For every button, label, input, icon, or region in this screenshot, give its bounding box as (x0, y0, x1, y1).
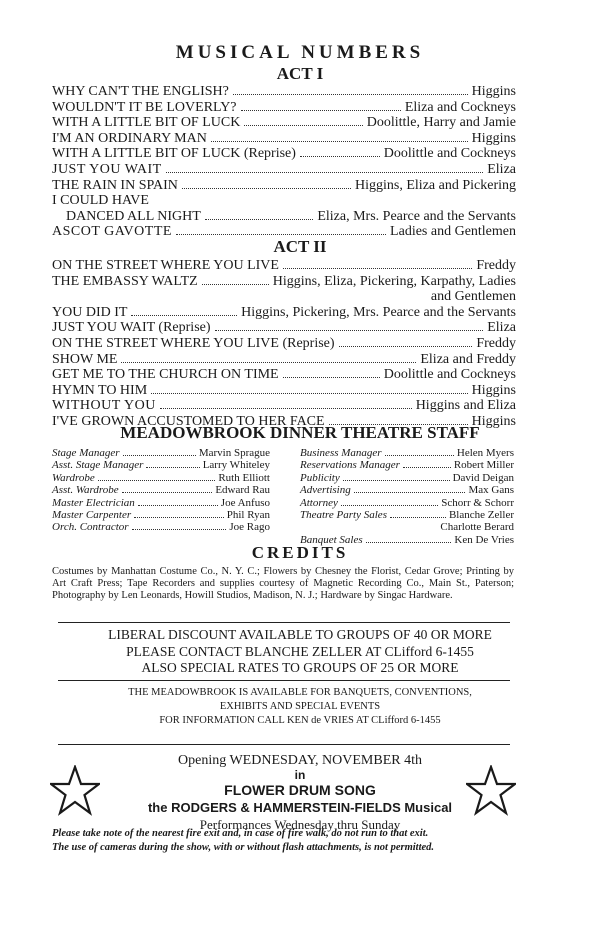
staff-role: Advertising (300, 484, 351, 497)
song-title: WITH A LITTLE BIT OF LUCK (Reprise) (52, 146, 296, 162)
opening-date: Opening WEDNESDAY, NOVEMBER 4th (178, 753, 422, 768)
staff-row (300, 472, 514, 484)
song-title: WITHOUT YOU (52, 398, 156, 414)
song-performer: Eliza and Freddy (420, 351, 516, 367)
discount-line: ALSO SPECIAL RATES TO GROUPS OF 25 OR MORE (141, 660, 459, 675)
song-title: DANCED ALL NIGHT (66, 208, 201, 224)
staff-name: Joe Rago (229, 521, 270, 534)
song-title: SHOW ME (52, 351, 118, 367)
song-performer: Doolittle and Cockneys (383, 146, 516, 162)
opening-in: in (294, 768, 306, 782)
song-performer: Higgins, Eliza, Pickering, Karpathy, Ladies (272, 273, 516, 289)
staff-role: Business Manager (300, 447, 382, 459)
song-title: I'VE GROWN ACCUSTOMED TO HER FACE (52, 413, 325, 429)
staff-name: Blanche Zeller (448, 509, 514, 522)
act2-number-list (52, 258, 516, 430)
song-performer: Higgins, Eliza and Pickering (355, 177, 516, 193)
staff-name: Robert Miller (453, 459, 514, 472)
divider (58, 680, 510, 681)
song-performer: Higgins (471, 84, 516, 99)
list-item (52, 100, 516, 116)
banquets-line: FOR INFORMATION CALL KEN de VRIES AT CLifford 6-1455 (159, 715, 441, 726)
staff-row (300, 484, 514, 496)
staff-role: Reservations Manager (300, 459, 400, 472)
staff-role: Master Carpenter (52, 509, 132, 522)
song-performer: Eliza (487, 161, 516, 177)
camera-notice: The use of cameras during the show, with or without flash attachments, is not permitted. (52, 841, 435, 853)
list-item (52, 146, 516, 162)
staff-role: Stage Manager (52, 447, 120, 459)
song-performer: Eliza (487, 320, 516, 336)
next-show-announcement (0, 752, 600, 833)
staff-name: Charlotte Berard (440, 521, 514, 534)
staff-name: Joe Anfuso (220, 496, 270, 509)
staff-list-right (300, 447, 514, 546)
staff-list-left (52, 447, 270, 534)
list-item (52, 320, 516, 336)
list-item (52, 383, 516, 399)
staff-role: Wardrobe (52, 471, 95, 484)
song-title: I COULD HAVE (52, 193, 149, 209)
staff-row (52, 472, 270, 484)
song-title: THE RAIN IN SPAIN (52, 177, 178, 193)
staff-row (52, 509, 270, 521)
discount-line: LIBERAL DISCOUNT AVAILABLE TO GROUPS OF 40 OR MORE (108, 627, 492, 642)
song-title: ASCOT GAVOTTE (52, 224, 172, 240)
staff-name: Helen Myers (456, 447, 514, 459)
list-item (52, 162, 516, 178)
list-item (52, 258, 516, 274)
song-title: WITH A LITTLE BIT OF LUCK (52, 115, 241, 131)
staff-row (300, 509, 514, 521)
song-title: WOULDN'T IT BE LOVERLY? (52, 99, 237, 115)
song-performer: Doolittle, Harry and Jamie (366, 115, 516, 131)
staff-name: David Deigan (452, 471, 514, 484)
list-item (52, 305, 516, 321)
staff-row (300, 497, 514, 509)
song-title: JUST YOU WAIT (52, 161, 162, 177)
next-show-subtitle: the RODGERS & HAMMERSTEIN-FIELDS Musical (147, 800, 453, 815)
list-item (52, 115, 516, 131)
staff-role: Publicity (300, 471, 340, 484)
song-title: I'M AN ORDINARY MAN (52, 130, 207, 146)
staff-name: Schorr & Schorr (441, 496, 514, 509)
discount-notice (0, 627, 600, 677)
banquets-notice (0, 686, 600, 728)
staff-name: Ken De Vries (454, 533, 514, 546)
staff-row (300, 447, 514, 459)
staff-row (300, 521, 514, 533)
staff-role: Asst. Wardrobe (52, 484, 119, 497)
staff-role: Master Electrician (52, 496, 135, 509)
staff-heading: MEADOWBROOK DINNER THEATRE STAFF (120, 423, 480, 442)
staff-row (52, 497, 270, 509)
list-item (52, 336, 516, 352)
song-title: THE EMBASSY WALTZ (52, 273, 198, 289)
song-performer: Eliza and Cockneys (404, 99, 516, 115)
song-title: WHY CAN'T THE ENGLISH? (52, 84, 229, 99)
staff-name: Phil Ryan (226, 509, 270, 522)
discount-line: PLEASE CONTACT BLANCHE ZELLER AT CLifford 6-1455 (126, 643, 474, 659)
song-performer: Higgins (471, 413, 516, 429)
staff-row (52, 459, 270, 471)
divider (58, 744, 510, 745)
list-item (52, 367, 516, 383)
song-performer: Ladies and Gentlemen (390, 224, 516, 240)
staff-role: Asst. Stage Manager (52, 459, 144, 472)
act1-number-list (52, 84, 516, 240)
fire-exit-notice: Please take note of the nearest fire exit and, in case of fire walk, do not run to that exit. (52, 828, 429, 839)
song-performer: Eliza, Mrs. Pearce and the Servants (317, 208, 516, 224)
staff-name: Max Gans (468, 484, 514, 497)
staff-name: Edward Rau (215, 484, 270, 497)
banquets-line: EXHIBITS AND SPECIAL EVENTS (219, 701, 381, 712)
staff-role: Banquet Sales (300, 533, 363, 546)
list-item (52, 274, 516, 290)
song-performer: Doolittle and Cockneys (383, 367, 516, 383)
song-performer-continuation: and Gentlemen (430, 289, 516, 305)
safety-notice (52, 827, 516, 854)
song-title: GET ME TO THE CHURCH ON TIME (52, 367, 279, 383)
song-performer: Higgins (471, 382, 516, 398)
song-performer: Freddy (476, 258, 516, 273)
next-show-title: FLOWER DRUM SONG (224, 782, 376, 798)
song-performer: Higgins (471, 130, 516, 146)
staff-row (52, 484, 270, 496)
act2-heading: ACT II (273, 237, 327, 256)
song-title: HYMN TO HIM (52, 382, 148, 398)
staff-name: Larry Whiteley (202, 459, 270, 472)
song-performer: Higgins, Pickering, Mrs. Pearce and the Servants (241, 304, 516, 320)
staff-row (300, 459, 514, 471)
list-item (52, 178, 516, 194)
song-performer: Freddy (476, 335, 516, 351)
list-item (52, 398, 516, 414)
song-title: YOU DID IT (52, 304, 128, 320)
list-item (52, 352, 516, 368)
act1-heading: ACT I (276, 64, 324, 83)
credits-text: Costumes by Manhattan Costume Co., N. Y. C.; Flowers by Chesney the Florist, Cedar Grove; Printing by Art Craft Press; Tape Recorders and supplies courtesy of Magnetic Recording Co., Main St., Paterson; Photography by Len Leonards, Howill Studios, Madison, N. J.; Hardware by Singac Hardware. (52, 566, 514, 601)
credits-heading: CREDITS (251, 543, 349, 562)
staff-role: Attorney (300, 496, 338, 509)
staff-name: Ruth Elliott (218, 471, 270, 484)
song-title: JUST YOU WAIT (Reprise) (52, 320, 211, 336)
list-item (52, 209, 516, 225)
song-title: ON THE STREET WHERE YOU LIVE (52, 258, 279, 273)
banquets-line: THE MEADOWBROOK IS AVAILABLE FOR BANQUETS, CONVENTIONS, (128, 687, 472, 698)
staff-row (52, 447, 270, 459)
staff-role: Theatre Party Sales (300, 509, 387, 522)
staff-role: Orch. Contractor (52, 521, 129, 534)
list-item (52, 193, 516, 209)
musical-numbers-heading: MUSICAL NUMBERS (175, 42, 425, 63)
list-item (52, 84, 516, 100)
song-title: ON THE STREET WHERE YOU LIVE (Reprise) (52, 335, 335, 351)
staff-name: Marvin Sprague (198, 447, 270, 459)
staff-row (52, 521, 270, 533)
divider (58, 622, 510, 623)
list-item (52, 131, 516, 147)
song-performer: Higgins and Eliza (415, 398, 516, 414)
performance-schedule: Performances Wednesday thru Sunday (199, 817, 401, 832)
